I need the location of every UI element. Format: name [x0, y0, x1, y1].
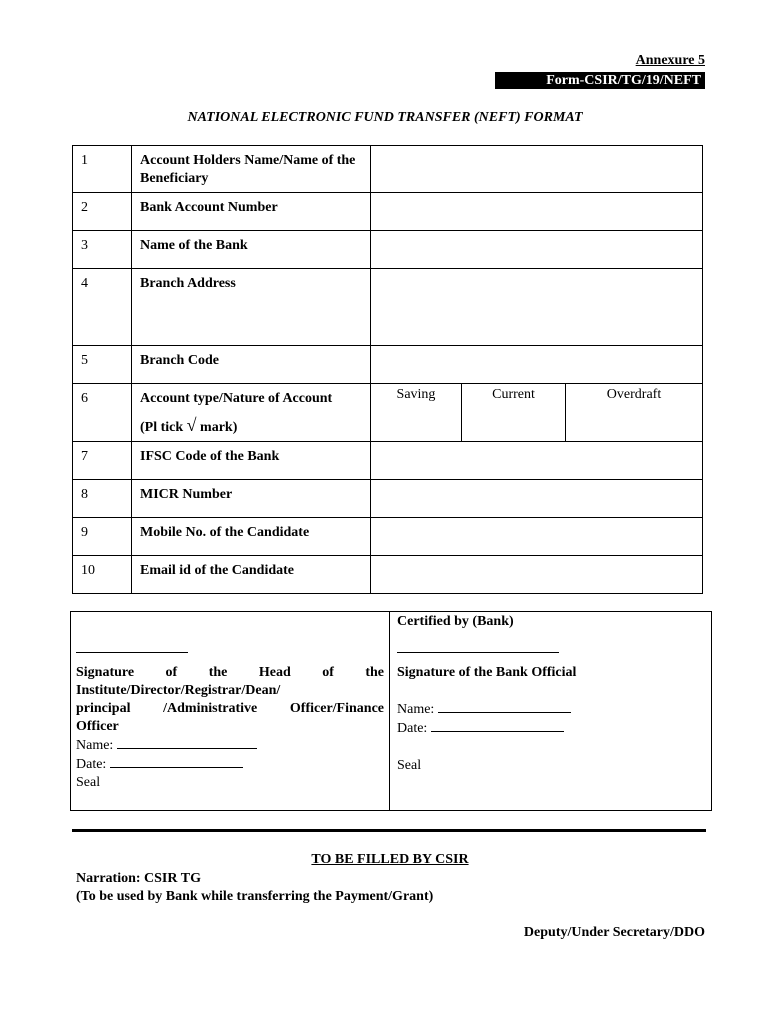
bank-name-field[interactable] — [371, 231, 703, 269]
bank-signature-line[interactable] — [397, 652, 559, 653]
name-label: Name: — [76, 738, 114, 753]
option-saving[interactable]: Saving — [371, 384, 462, 442]
institute-signature-title-line4: Officer — [76, 719, 119, 734]
row-number: 8 — [73, 480, 132, 518]
institute-date-row — [76, 755, 384, 774]
row-label-mobile: Mobile No. of the Candidate — [132, 518, 371, 556]
institute-name-row — [76, 736, 384, 755]
table-row — [73, 231, 703, 269]
option-overdraft[interactable]: Overdraft — [566, 384, 703, 442]
table-row — [73, 442, 703, 480]
form-code-badge: Form-CSIR/TG/19/NEFT — [495, 72, 705, 89]
row-number: 2 — [73, 193, 132, 231]
narration-text: Narration: CSIR TG — [76, 871, 201, 886]
page-title: NATIONAL ELECTRONIC FUND TRANSFER (NEFT) FORMAT — [187, 110, 583, 125]
institute-name-field[interactable] — [117, 736, 257, 749]
narration-block — [76, 870, 433, 906]
institute-signature-title-line3: principal /Administrative Officer/Finance — [76, 701, 384, 716]
deputy-signatory-label: Deputy/Under Secretary/DDO — [523, 925, 705, 940]
check-mark-icon: √ — [186, 415, 197, 435]
divider — [389, 612, 390, 810]
name-label: Name: — [397, 702, 435, 717]
bank-official-date-field[interactable] — [431, 719, 564, 732]
row-number: 9 — [73, 518, 132, 556]
row-label-bank-name: Name of the Bank — [132, 231, 371, 269]
institute-seal-label: Seal — [76, 775, 101, 790]
table-row — [73, 269, 703, 346]
mobile-field[interactable] — [371, 518, 703, 556]
row-label-email: Email id of the Candidate — [132, 556, 371, 594]
row-number: 1 — [73, 146, 132, 193]
institute-signature-title-line1: Signature of the Head of the — [76, 665, 384, 680]
table-row — [73, 384, 703, 442]
table-row — [73, 480, 703, 518]
bank-official-name-field[interactable] — [438, 700, 571, 713]
institute-signature-line[interactable] — [76, 652, 188, 653]
neft-details-table — [72, 145, 703, 594]
bank-signature-title: Signature of the Bank Official — [397, 665, 577, 680]
row-label-beneficiary-name: Account Holders Name/Name of the Beneficiary — [132, 146, 371, 193]
row-number: 4 — [73, 269, 132, 346]
tick-instruction — [140, 416, 362, 437]
certified-by-bank-heading: Certified by (Bank) — [397, 614, 514, 629]
row-number: 5 — [73, 346, 132, 384]
account-number-field[interactable] — [371, 193, 703, 231]
row-label-account-type — [132, 384, 371, 442]
bank-name-row — [397, 700, 707, 719]
row-number: 3 — [73, 231, 132, 269]
table-row — [73, 556, 703, 594]
bank-date-row — [397, 719, 707, 738]
branch-code-field[interactable] — [371, 346, 703, 384]
table-row — [73, 193, 703, 231]
institute-signature-block — [76, 612, 384, 792]
institute-date-field[interactable] — [110, 755, 243, 768]
row-number: 7 — [73, 442, 132, 480]
row-number: 6 — [73, 384, 132, 442]
row-label-branch-address: Branch Address — [132, 269, 371, 346]
table-row — [73, 146, 703, 193]
table-row — [73, 346, 703, 384]
annexure-label: Annexure 5 — [635, 53, 705, 68]
date-label: Date: — [76, 757, 107, 772]
narration-note: (To be used by Bank while transferring the Payment/Grant) — [76, 889, 434, 904]
beneficiary-name-field[interactable] — [371, 146, 703, 193]
institute-signature-title-line2: Institute/Director/Registrar/Dean/ — [76, 683, 281, 698]
bank-signature-block — [397, 612, 707, 775]
email-field[interactable] — [371, 556, 703, 594]
row-label-account-number: Bank Account Number — [132, 193, 371, 231]
row-label-ifsc: IFSC Code of the Bank — [132, 442, 371, 480]
row-number: 10 — [73, 556, 132, 594]
ifsc-field[interactable] — [371, 442, 703, 480]
signature-section — [70, 611, 712, 811]
micr-field[interactable] — [371, 480, 703, 518]
date-label: Date: — [397, 721, 428, 736]
account-type-label: Account type/Nature of Account — [140, 391, 333, 406]
branch-address-field[interactable] — [371, 269, 703, 346]
csir-section-title: TO BE FILLED BY CSIR — [311, 852, 469, 867]
row-label-micr: MICR Number — [132, 480, 371, 518]
tick-instruction-suffix: mark) — [196, 420, 238, 435]
table-row — [73, 518, 703, 556]
bank-seal-label: Seal — [397, 758, 422, 773]
tick-instruction-prefix: (Pl tick — [140, 420, 187, 435]
section-divider — [72, 829, 706, 832]
option-current[interactable]: Current — [462, 384, 566, 442]
row-label-branch-code: Branch Code — [132, 346, 371, 384]
